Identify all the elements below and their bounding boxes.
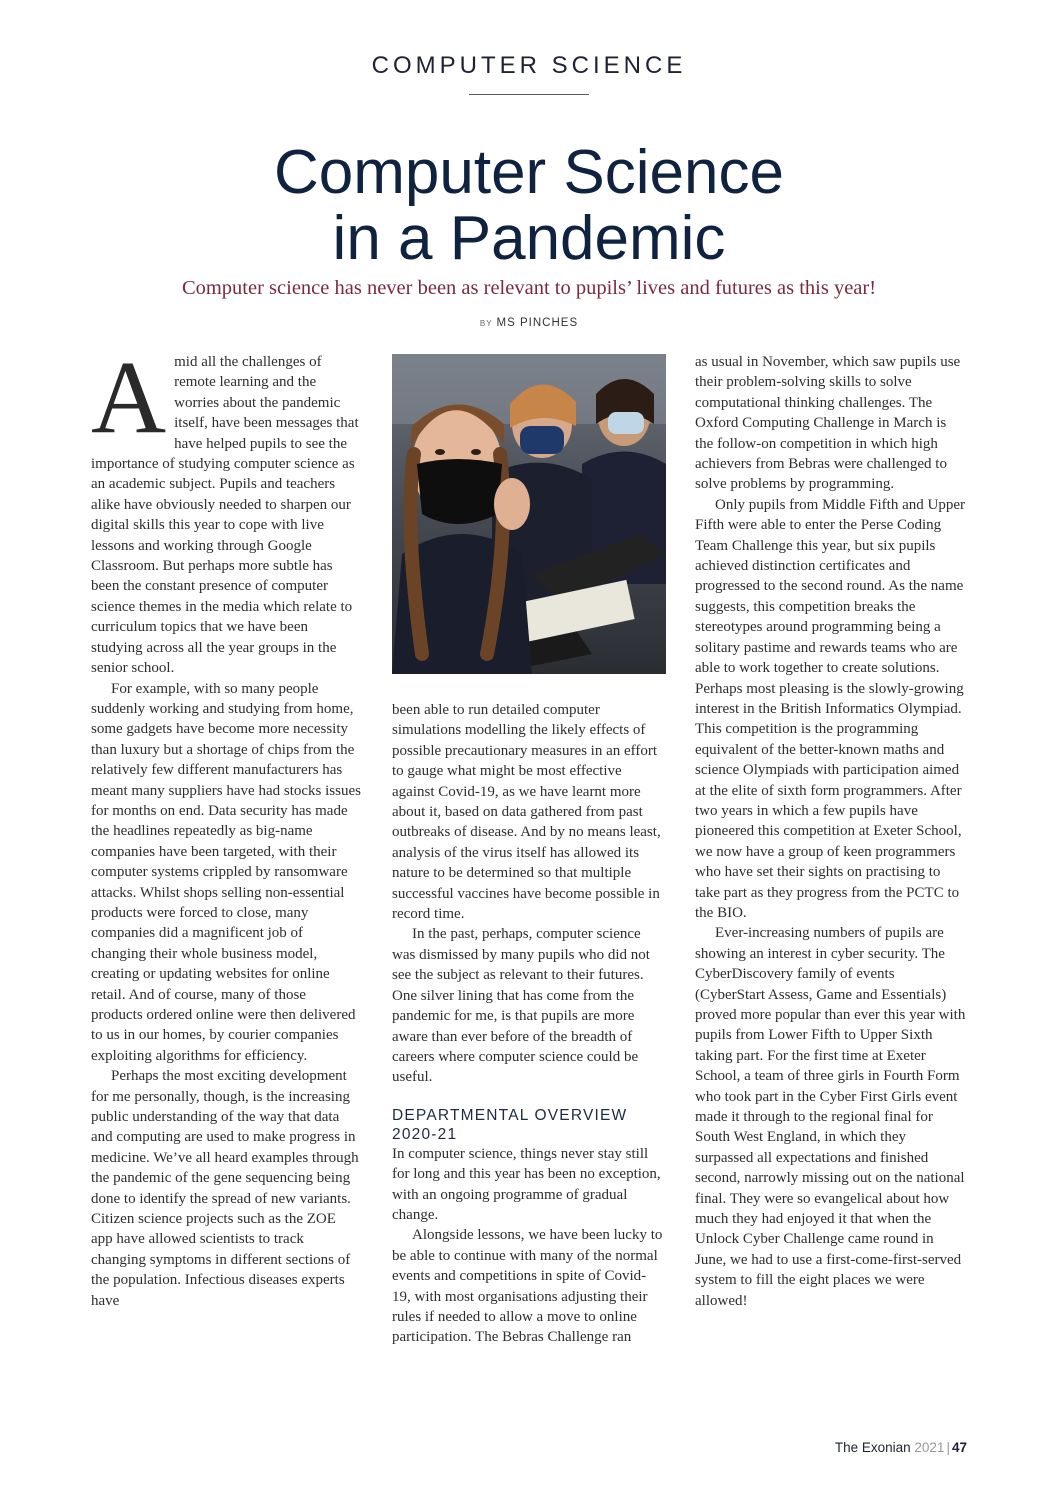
article-subtitle: Computer science has never been as relevant to pupils’ lives and futures as this year! xyxy=(181,277,877,299)
title-line-1: Computer Science xyxy=(273,138,785,207)
paragraph-6: In computer science, things never stay still for long and this year has been no exception, with an ongoing programme of gradual change. xyxy=(392,1145,661,1223)
header-divider xyxy=(469,94,589,95)
section-label: COMPUTER SCIENCE xyxy=(371,52,687,79)
publication-year: 2021 xyxy=(914,1440,945,1455)
paragraph-7: Alongside lessons, we have been lucky to be able to continue with many of the normal events and competitions in spite of Covid-19, with most organisations adjusting their rules if needed to allow a move to online participation. The Bebras Challenge ran xyxy=(392,1227,663,1346)
publication-name: The Exonian xyxy=(834,1440,911,1455)
paragraph-3: Perhaps the most exciting development for me personally, though, is the increasing public understanding of the way that data and computing are used to make progress in medicine. We’ve all heard examples through the pandemic of the gene sequencing being done to identify the spread of new variants. Citizen science projects such as the ZOE app have allowed scientists to track changing symptoms in different sections of the population. Infectious diseases experts have xyxy=(91,1068,359,1309)
paragraph-10: Ever-increasing numbers of pupils are showing an interest in cyber security. The CyberDiscovery family of events (CyberStart Assess, Game and Essentials) proved more popular than ever this year with pupils from Lower Fifth to Upper Sixth taking part. For the first time at Exeter School, a team of three girls in Fourth Form who took part in the Cyber First Girls event made it through to the regional final for South West England, in which they surpassed all expectations and finished second, narrowly missing out on the national final. They were so evangelical about how much they had enjoyed it that when the Unlock Cyber Challenge came round in June, we had to use a first-come-first-served system to fill the eight places we were allowed! xyxy=(695,925,966,1309)
paragraph-2: For example, with so many people suddenly working and studying from home, some gadgets have become more necessity than luxury but a shortage of chips from the relatively few different manufacturers has meant many suppliers have had stocks issues for months on end. Data security has made the headlines repeatedly as big-name companies have been targeted, with their computer systems crippled by ransomware attacks. Whilst shops selling non-essential products were forced to close, many companies did a magnificent job of changing their whole business model, creating or updating websites for online retail. And of course, many of those products ordered online were then delivered to us in our homes, by courier companies exploiting algorithms for efficiency. xyxy=(91,680,361,1064)
paragraph-1-text: mid all the challenges of remote learning and the worries about the pandemic itself, have been messages that have helped pupils to see the importance of studying computer science as an academic subject. Pupils and teachers alike have obviously needed to sharpen our digital skills this year to cope with live lessons and working through Google Classroom. But perhaps more subtle has been the constant presence of computer science themes in the media which relate to curriculum topics that we have been studying across all the year groups in the senior school. xyxy=(91,354,359,677)
section-heading: DEPARTMENTAL OVERVIEW 2020-21 xyxy=(392,1106,628,1143)
article-column-2 xyxy=(392,700,664,1348)
paragraph-9: Only pupils from Middle Fifth and Upper Fifth were able to enter the Perse Coding Team Challenge this year, but six pupils achieved distinction certificates and progressed to the second round. As the name suggests, this competition breaks the stereotypes around programming being a solitary pastime and rewards teams who are able to work together to create solutions. Perhaps most pleasing is the slowly-growing interest in the British Informatics Olympiad. This competition is the programming equivalent of the better-known maths and science Olympiads with participation aimed at the elite of sixth form programmers. After two years in which a few pupils have pioneered this competition at Exeter School, we now have a group of keen programmers who have set their sights on practising to take part as they progress from the PCTC to the BIO. xyxy=(695,496,965,921)
paragraph-8: as usual in November, which saw pupils use their problem-solving skills to solve computational thinking challenges. The Oxford Computing Challenge in March is the follow-on competition in which high achievers from Bebras were challenged to solve problems by programming. xyxy=(695,354,961,493)
byline-prefix: BY xyxy=(479,319,493,328)
page-number: 47 xyxy=(951,1440,967,1455)
footer-separator: | xyxy=(946,1440,950,1455)
article-column-3 xyxy=(695,352,968,1311)
drop-cap: A xyxy=(91,340,167,455)
title-line-2: in a Pandemic xyxy=(332,204,726,273)
paragraph-5: In the past, perhaps, computer science was dismissed by many pupils who did not see the subject as relevant to their futures. One silver lining that has come from the pandemic for me, is that pupils are more aware than ever before of the breadth of careers where computer science could be useful. xyxy=(392,926,650,1086)
article-title xyxy=(0,140,1058,272)
byline xyxy=(0,317,1058,329)
paragraph-intro xyxy=(91,340,361,679)
paragraph-4: been able to run detailed computer simulations modelling the likely effects of possible precautionary measures in an effort to gauge what might be most effective against Covid-19, as we have learnt more about it, based on data gathered from past outbreaks of disease. And by no means least, analysis of the virus itself has allowed its nature to be determined so that multiple successful vaccines have become possible in record time. xyxy=(392,702,661,923)
article-column-1 xyxy=(91,340,361,1311)
page-footer xyxy=(835,1440,967,1455)
photo-illustration xyxy=(392,354,666,674)
author-name: MS PINCHES xyxy=(496,317,579,329)
article-photo xyxy=(392,354,666,674)
